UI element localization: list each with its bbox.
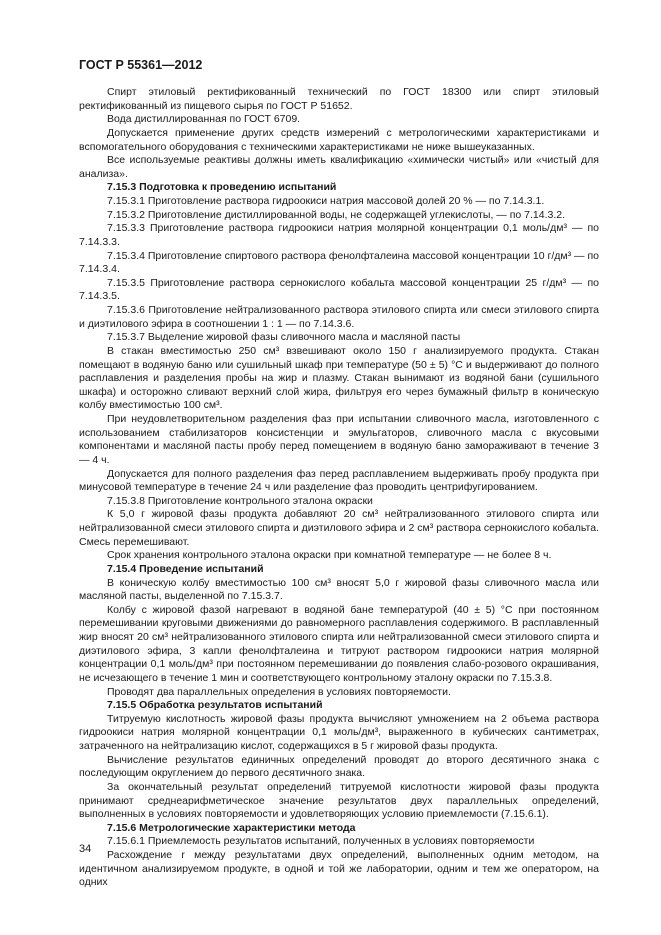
paragraph: В стакан вместимостью 250 см³ взвешивают около 150 г анализируемого продукта. Стакан помещают в водяную баню или сушильный шкаф при температуре (50 ± 5) °С и выдерживают до полного расплавления и разделения пробы на жир и плазму. Стакан вынимают из водяной бани (сушильного шкафа) и осторожно сливают верхний слой жира, фильтруя его через бумажный фильтр в коническую колбу вместимостью 100 см³. <box>79 344 599 412</box>
section-heading: 7.15.5 Обработка результатов испытаний <box>107 699 323 712</box>
paragraph: Расхождение r между результатами двух определений, выполненных одним методом, на идентичном анализируемом продукте, в одной и той же лаборатории, одним и тем же оператором, на одних <box>79 849 599 889</box>
paragraph: К 5,0 г жировой фазы продукта добавляют 20 см³ нейтрализованного этилового спирта или нейтрализованной смеси этилового спирта и диэтилового эфира и 2 см³ раствора сернокислого кобальта. Смесь перемешивают. <box>79 508 599 548</box>
section-heading: 7.15.3 Подготовка к проведению испытаний <box>107 181 337 194</box>
document-body <box>79 86 599 890</box>
paragraph: Колбу с жировой фазой нагревают в водяной бане температурой (40 ± 5) °С при постоянном перемешивании круговыми движениями до равномерного расплавления содержимого. В расплавленный жир вносят 20 см³ нейтрализованного этилового спирта или нейтрализованной смеси этилового спирта и диэтилового эфира, 3 капли фенолфталеина и титруют раствором гидроокиси натрия молярной концентрации 0,1 моль/дм³ при постоянном перемешивании до появления слабо-розового окрашивания, не исчезающего в течение 1 мин и соответствующего контрольному эталону окраски по 7.15.3.8. <box>79 603 599 684</box>
paragraph: Титруемую кислотность жировой фазы продукта вычисляют умножением на 2 объема раствора гидроокиси натрия молярной концентрации 0,1 моль/дм³, выраженного в кубических сантиметрах, затраченного на нейтрализацию кислот, содержащихся в 5 г жировой фазы продукта. <box>79 712 599 752</box>
paragraph: При неудовлетворительном разделения фаз при испытании сливочного масла, изготовленного с использованием стабилизаторов консистенции и эмульгаторов, сливочного масла с вкусовыми компонентами и масляной пасты пробу перед помещением в водяную баню замораживают в течение 3 — 4 ч. <box>79 413 599 466</box>
paragraph: 7.15.3.4 Приготовление спиртового раствора фенолфталеина массовой концентрации 10 г/дм³ — по 7.14.3.4. <box>79 249 599 276</box>
paragraph: Спирт этиловый ректификованный технический по ГОСТ 18300 или спирт этиловый ректификованный из пищевого сырья по ГОСТ Р 51652. <box>79 86 599 112</box>
paragraph: 7.15.6.1 Приемлемость результатов испытаний, полученных в условиях повторяемости <box>107 835 535 848</box>
section-heading: 7.15.4 Проведение испытаний <box>107 562 264 575</box>
paragraph: Вода дистиллированная по ГОСТ 6709. <box>107 113 301 126</box>
paragraph: Допускается для полного разделения фаз перед расплавлением выдерживать пробу продукта при минусовой температуре в течение 24 ч или разделение фаз проводить центрифугированием. <box>79 467 599 494</box>
page-number: 34 <box>79 843 92 855</box>
paragraph: В коническую колбу вместимостью 100 см³ вносят 5,0 г жировой фазы сливочного масла или масляной пасты, выделенной по 7.15.3.7. <box>79 576 599 603</box>
paragraph: Проводят два параллельных определения в условиях повторяемости. <box>107 685 451 698</box>
section-heading: 7.15.6 Метрологические характеристики метода <box>107 821 356 834</box>
paragraph: 7.15.3.6 Приготовление нейтрализованного раствора этилового спирта или смеси этилового спирта и диэтилового эфира в соотношении 1 : 1 — по 7.14.3.6. <box>79 304 599 330</box>
paragraph: 7.15.3.2 Приготовление дистиллированной воды, не содержащей углекислоты, — по 7.14.3.2. <box>107 208 566 221</box>
paragraph: Срок хранения контрольного эталона окраски при комнатной температуре — не более 8 ч. <box>107 549 552 562</box>
paragraph: 7.15.3.5 Приготовление раствора сернокислого кобальта массовой концентрации 25 г/дм³ — по 7.14.3.5. <box>79 276 599 303</box>
paragraph: 7.15.3.3 Приготовление раствора гидроокиси натрия молярной концентрации 0,1 моль/дм³ — по 7.14.3.3. <box>79 222 599 248</box>
paragraph: Допускается применение других средств измерений с метрологическими характеристиками и вспомогательного оборудования с техническими характеристиками не ниже вышеуказанных. <box>79 126 599 153</box>
paragraph: Вычисление результатов единичных определений проводят до второго десятичного знака с последующим округлением до первого десятичного знака. <box>79 753 599 780</box>
paragraph: За окончательный результат определений титруемой кислотности жировой фазы продукта принимают среднеарифметическое значение результатов двух параллельных определений, выполненных в условиях повторяемости и удовлетворяющих условию приемлемости (7.15.6.1). <box>79 780 599 821</box>
paragraph: 7.15.3.7 Выделение жировой фазы сливочного масла и масляной пасты <box>107 331 461 344</box>
paragraph: 7.15.3.8 Приготовление контрольного эталона окраски <box>107 494 373 507</box>
paragraph: Все используемые реактивы должны иметь квалификацию «химически чистый» или «чистый для анализа». <box>79 154 599 180</box>
document-header: ГОСТ Р 55361—2012 <box>79 58 203 72</box>
paragraph: 7.15.3.1 Приготовление раствора гидроокиси натрия массовой долей 20 % — по 7.14.3.1. <box>107 195 545 207</box>
